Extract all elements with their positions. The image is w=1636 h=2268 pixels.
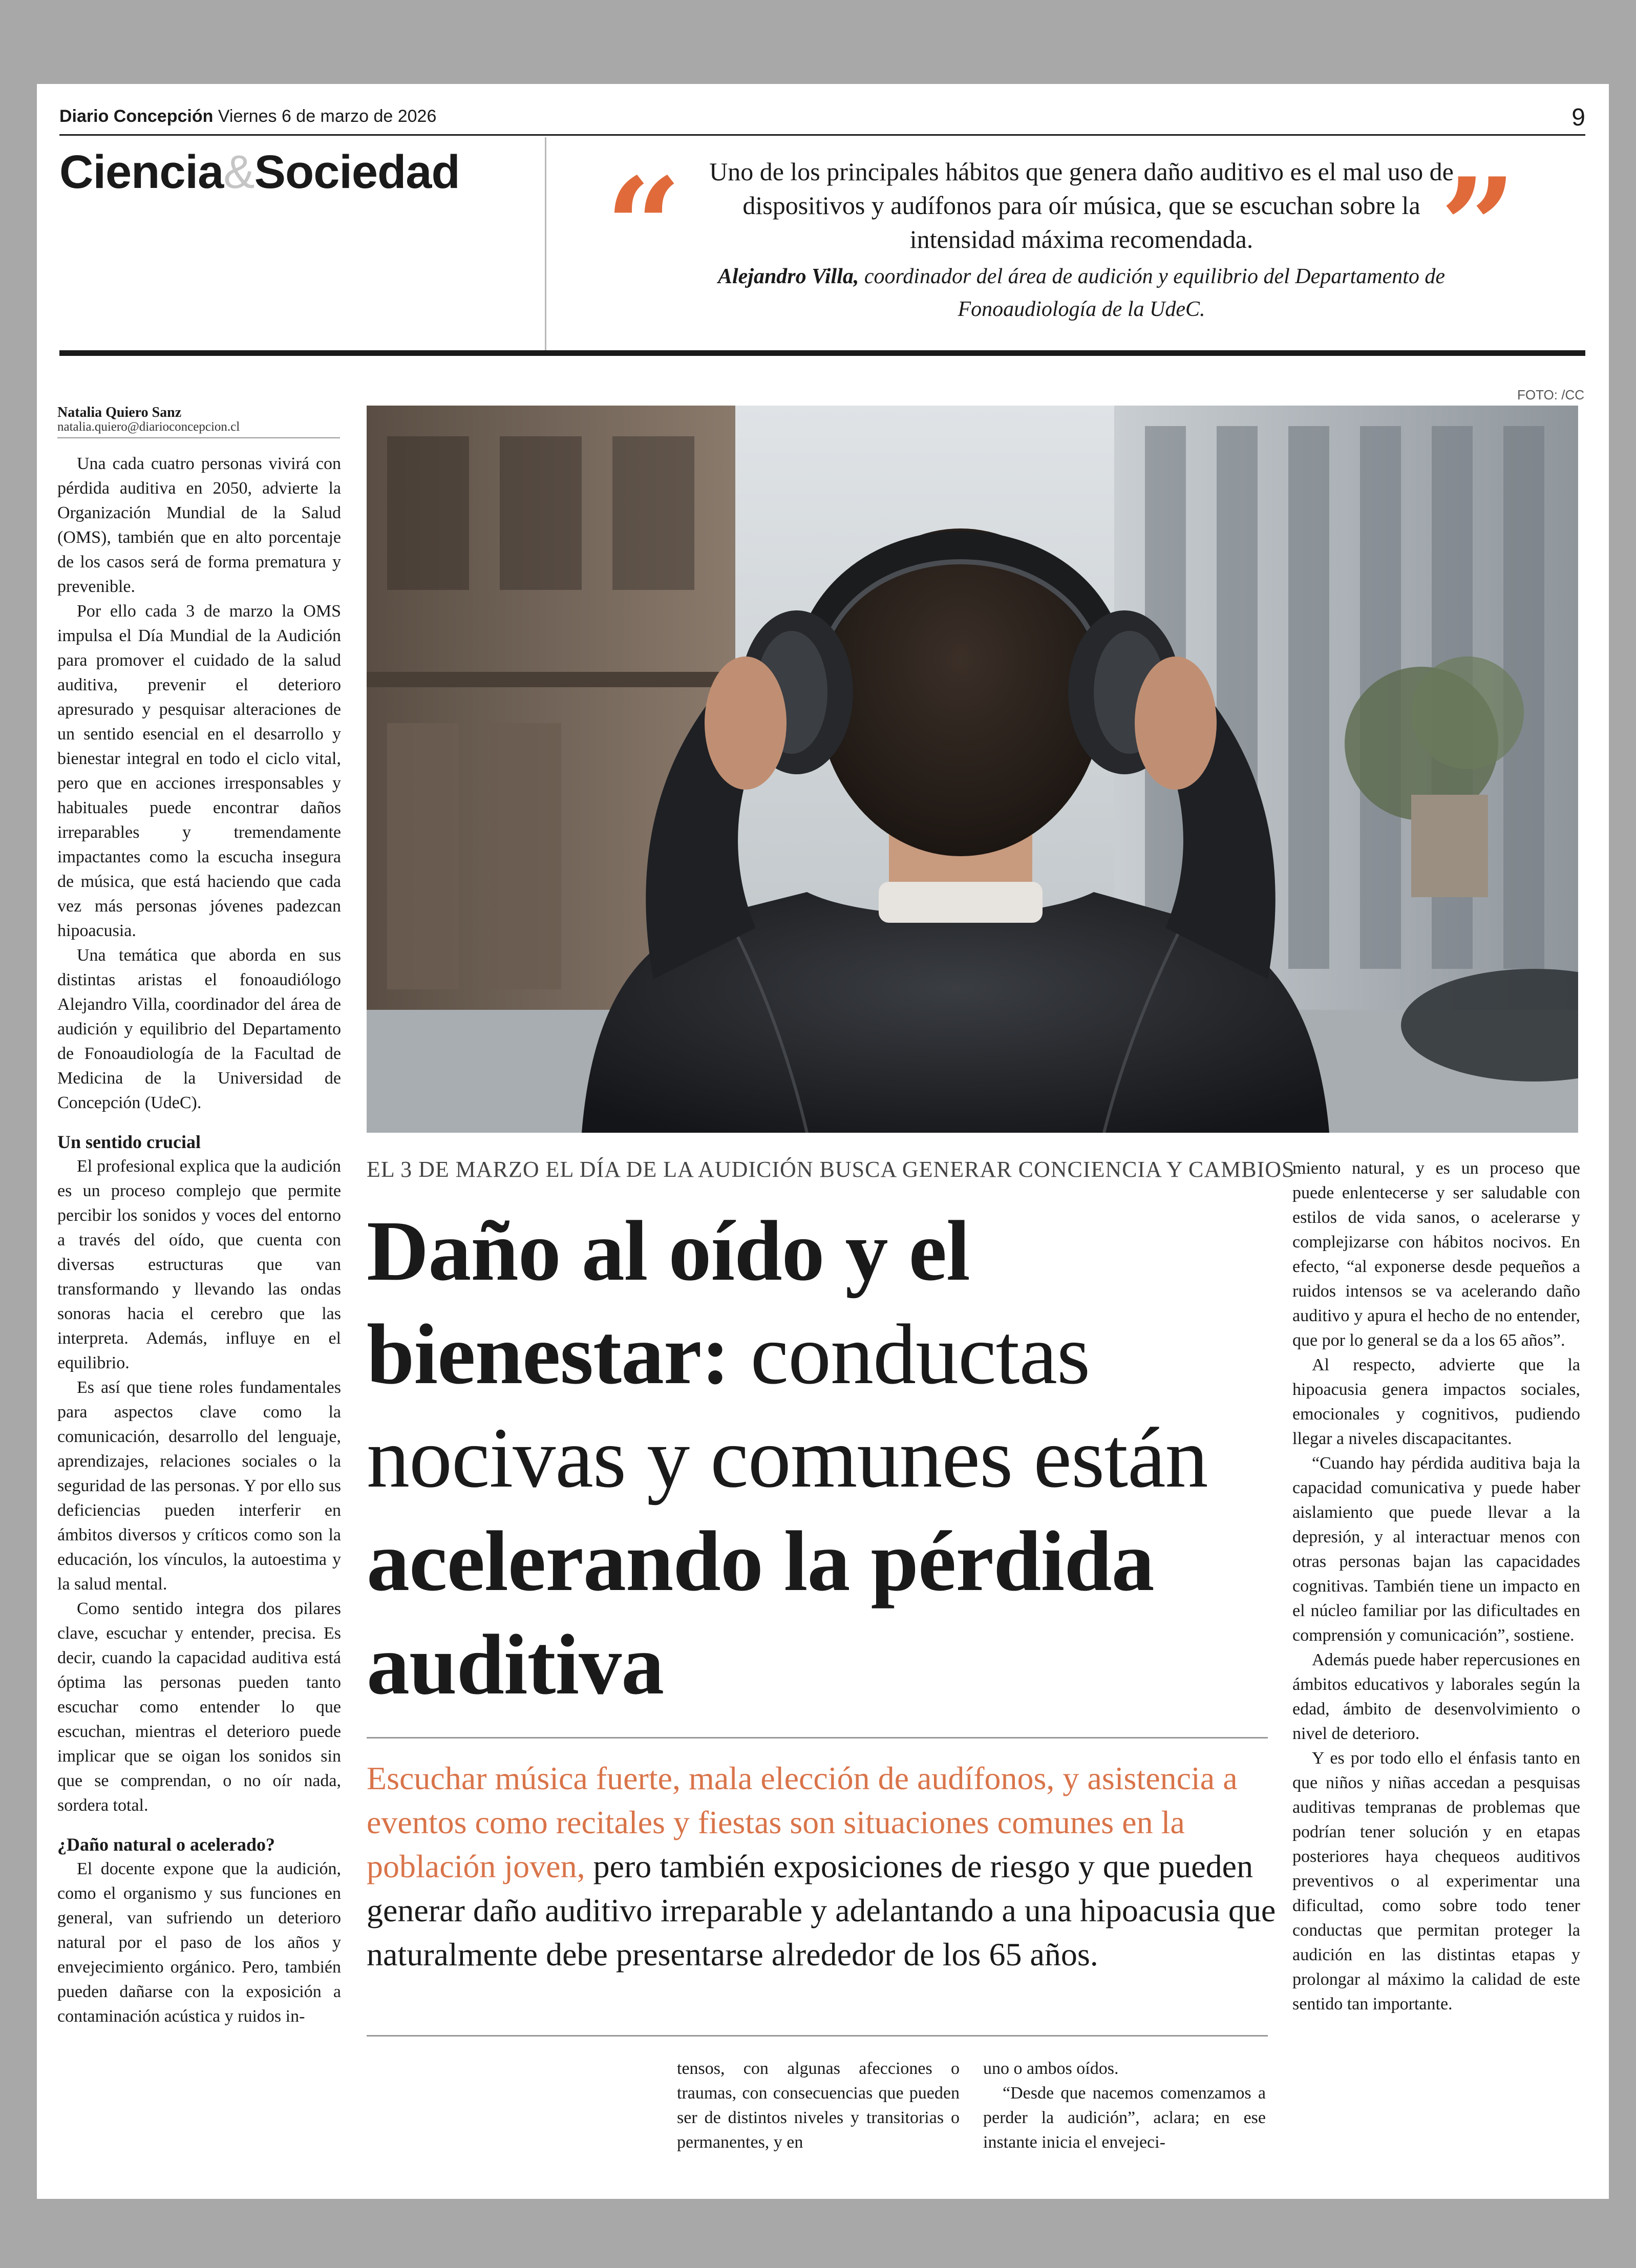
- newspaper-page: [37, 84, 1609, 2199]
- photo-credit: FOTO: /CC: [1517, 387, 1584, 402]
- section-title-part1: Ciencia: [59, 146, 224, 198]
- pull-quote-role: coordinador del área de audición y equilibrio del Departamento de Fonoaudiología de la UdeC.: [864, 265, 1446, 321]
- section-title-part2: Sociedad: [254, 146, 460, 198]
- article-column-1: [57, 452, 341, 2029]
- subheading-sentido-crucial: Un sentido crucial: [57, 1132, 201, 1152]
- page-number: 9: [1571, 104, 1585, 131]
- article-column-2: [677, 2057, 960, 2155]
- paragraph: tensos, con algunas afecciones o traumas, con consecuencias que pueden ser de distintos niveles y transitorias o permanentes, y en: [677, 2059, 960, 2152]
- byline-email: natalia.quiero@diarioconcepcion.cl: [57, 420, 240, 434]
- headline-rule: [367, 1737, 1268, 1739]
- paragraph: Como sentido integra dos pilares clave, escuchar y entender, precisa. Es decir, cuando la capacidad auditiva está óptima las personas pueden tanto escuchar como entender lo que escuchan, mientras el deterioro puede implicar que se oigan los sonidos sin que se comprendan, o no oír nada, sordera total.: [57, 1599, 341, 1815]
- byline-rule: [57, 437, 340, 438]
- kicker: EL 3 DE MARZO EL DÍA DE LA AUDICIÓN BUSCA GENERAR CONCIENCIA Y CAMBIOS: [367, 1157, 1295, 1182]
- article-photo: [367, 406, 1578, 1133]
- paragraph: miento natural, y es un proceso que puede enlentecerse y ser saludable con estilos de vida sanos, o acelerarse y complejizarse con hábitos nocivos. En efecto, “al exponerse desde pequeños a ruidos intensos se va acelerando daño auditivo y apura el hecho de no entender, que por lo general se da a los 65 años”.: [1292, 1159, 1580, 1350]
- subhead-rule: [367, 2035, 1268, 2037]
- subheading-dano-natural: ¿Daño natural o acelerado?: [57, 1834, 275, 1855]
- paragraph: Además puede haber repercusiones en ámbitos educativos y laborales según la edad, ámbito de desenvolvimiento o nivel de deterioro.: [1292, 1650, 1580, 1743]
- open-quote-icon: “: [605, 149, 682, 305]
- paragraph: “Cuando hay pérdida auditiva baja la capacidad comunicativa y puede haber aislamiento que puede llevar a la depresión, y al interactuar menos con otras personas bajan las capacidades cognitivas. También tiene un impacto en el núcleo familiar por las dificultades en comprensión y comunicación”, sostiene.: [1292, 1454, 1580, 1645]
- masthead-rule: [59, 134, 1585, 136]
- headline-bold-tail: acelerando la pérdida auditiva: [367, 1514, 1154, 1712]
- paragraph: El docente expone que la audición, como el organismo y sus funciones en general, van sufriendo un deterioro natural por el paso de los años y envejecimiento orgánico. Pero, también pueden dañarse con la exposición a contaminación acústica y ruidos in-: [57, 1859, 341, 2026]
- paragraph: Y es por todo ello el énfasis tanto en que niños y niñas accedan a pesquisas auditivas tempranas de problemas que podrían tener solución y en etapas posteriores haya chequeos auditivos preventivos o al experimentar una dificultad, como sobre todo tener conductas que permitan proteger la audición en las distintas etapas y prolongar al máximo la calidad de este sentido tan importante.: [1292, 1749, 1580, 2013]
- byline-name: Natalia Quiero Sanz: [57, 405, 182, 420]
- headphones-photo-illustration: [367, 406, 1578, 1133]
- paragraph: El profesional explica que la audición es un proceso complejo que permite percibir los sonidos y voces del entorno a través del oído, que cuenta con diversas estructuras que van transformando y llevando las ondas sonoras hacia el cerebro que las interpreta. Además, influye en el equilibrio.: [57, 1157, 341, 1372]
- paragraph: Una cada cuatro personas vivirá con pérdida auditiva en 2050, advierte la Organización Mundial de la Salud (OMS), también que en alto porcentaje de los casos será de forma prematura y prevenible.: [57, 454, 341, 596]
- issue-date: Viernes 6 de marzo de 2026: [218, 107, 437, 126]
- paragraph: uno o ambos oídos.: [983, 2059, 1119, 2078]
- publication-name: Diario Concepción: [59, 107, 214, 126]
- paragraph: Al respecto, advierte que la hipoacusia genera impactos sociales, emocionales y cognitivos, pudiendo llegar a niveles discapacitantes.: [1292, 1355, 1580, 1448]
- headline-bold-lead: Daño al oído y el bienestar:: [367, 1203, 970, 1402]
- paragraph: “Desde que nacemos comenzamos a perder la audición”, aclara; en ese instante inicia el envejeci-: [983, 2084, 1266, 2152]
- headline: [367, 1199, 1299, 1716]
- header-thick-rule: [59, 350, 1585, 356]
- close-quote-icon: ”: [1440, 149, 1517, 305]
- article-column-3: [983, 2057, 1266, 2155]
- headline-regular: conductas nocivas y comunes están: [367, 1307, 1208, 1506]
- masthead: [59, 104, 1585, 132]
- paragraph: Una temática que aborda en sus distintas aristas el fonoaudiólogo Alejandro Villa, coordinador del área de audición y equilibrio del Departamento de Fonoaudiología de la Facultad de Medicina de la Universidad de Concepción (UdeC).: [57, 946, 341, 1112]
- subhead-accent: Escuchar música fuerte, mala elección de audífonos, y asistencia a eventos como recitales y fiestas son situaciones comunes en la población joven,: [367, 1760, 1238, 1884]
- pull-quote-attribution: [667, 260, 1496, 326]
- header-divider: [545, 137, 546, 352]
- section-title: [59, 145, 460, 199]
- pull-quote-author: Alejandro Villa,: [717, 265, 859, 288]
- section-ampersand: &: [223, 146, 254, 198]
- pull-quote-text: Uno de los principales hábitos que genera daño auditivo es el mal uso de dispositivos y audífonos para oír música, que se escuchan sobre la intensidad máxima recomendada.: [709, 157, 1454, 253]
- article-column-4: [1292, 1156, 1580, 2017]
- paragraph: Es así que tiene roles fundamentales para aspectos clave como la comunicación, desarrollo del lenguaje, aprendizajes, relaciones sociales o la seguridad de las personas. Y por ello sus deficiencias pueden interferir en ámbitos diversos y críticos como son la educación, los vínculos, la autoestima y la salud mental.: [57, 1378, 341, 1594]
- subhead-rest: pero también exposiciones de riesgo y que pueden generar daño auditivo irreparable y adelantando a una hipoacusia que naturalmente debe presentarse alrededor de los 65 años.: [367, 1848, 1276, 1973]
- paragraph: Por ello cada 3 de marzo la OMS impulsa el Día Mundial de la Audición para promover el cuidado de la salud auditiva, prevenir el deterioro apresurado y pesquisar alteraciones de un sentido esencial en el desarrollo y bienestar integral en todo el ciclo vital, pero que en acciones irresponsables y habituales puede encontrar daños irreparables y tremendamente impactantes como la escucha insegura de música, que está haciendo que cada vez más personas jóvenes padezcan hipoacusia.: [57, 602, 341, 940]
- subhead: [367, 1756, 1288, 1977]
